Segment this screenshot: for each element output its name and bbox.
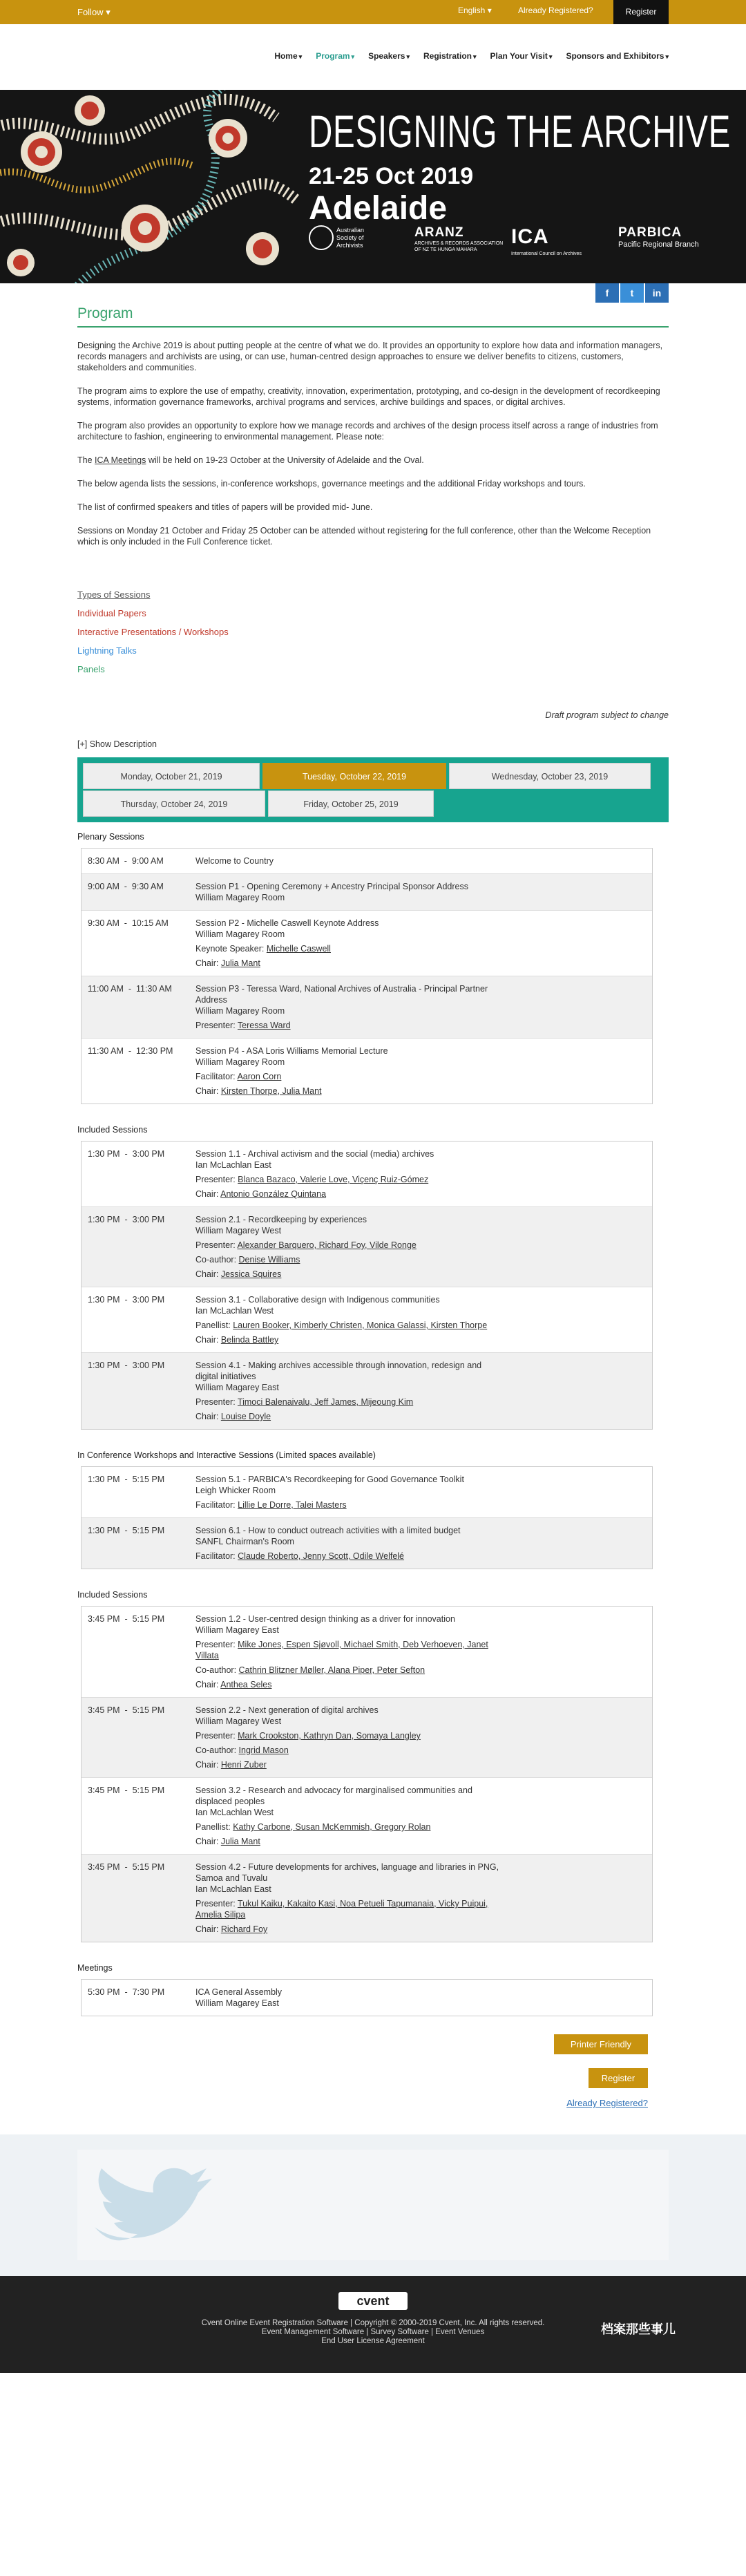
session-title: Session P3 - Teressa Ward, National Archives of Australia - Principal Partner Address <box>195 984 488 1005</box>
session-row <box>82 1980 652 2016</box>
person-names-link[interactable]: Michelle Caswell <box>266 944 331 954</box>
follow-menu[interactable]: Follow ▾ <box>77 7 111 17</box>
language-select[interactable]: English ▾ <box>458 6 492 15</box>
session-person <box>195 1551 499 1562</box>
register-button-top[interactable]: Register <box>613 0 669 24</box>
session-person <box>195 1759 499 1770</box>
person-role: Facilitator: <box>195 1500 238 1510</box>
session-title: Session 3.2 - Research and advocacy for marginalised communities and displaced peoples <box>195 1786 472 1806</box>
nav-label: Sponsors and Exhibitors <box>566 51 664 61</box>
session-row <box>82 874 652 911</box>
person-names-link[interactable]: Aaron Corn <box>237 1072 282 1081</box>
person-names-link[interactable]: Antonio González Quintana <box>220 1189 327 1199</box>
session-time: 3:45 PM - 5:15 PM <box>88 1786 165 1795</box>
person-names-link[interactable]: Cathrin Blitzner Møller, Alana Piper, Peter Sefton <box>238 1665 425 1675</box>
nav-item-speakers[interactable] <box>368 51 410 61</box>
nav-label: Home <box>274 51 298 61</box>
person-role: Chair: <box>195 1269 221 1279</box>
nav-item-plan-your-visit[interactable] <box>490 51 553 61</box>
person-role: Keynote Speaker: <box>195 944 267 954</box>
session-row <box>82 1467 652 1518</box>
session-details <box>195 1785 499 1847</box>
draft-notice: Draft program subject to change <box>545 710 669 720</box>
session-title: Session 2.1 - Recordkeeping by experiences <box>195 1215 367 1224</box>
session-person <box>195 1320 499 1331</box>
chevron-down-icon: ▾ <box>106 7 111 17</box>
session-room: Leigh Whicker Room <box>195 1486 276 1495</box>
person-names-link[interactable]: Ingrid Mason <box>238 1745 289 1755</box>
chevron-down-icon: ▾ <box>351 53 355 60</box>
session-title: Session 3.1 - Collaborative design with Indigenous communities <box>195 1295 440 1305</box>
session-type-link[interactable]: Lightning Talks <box>77 645 137 656</box>
session-person <box>195 1679 499 1690</box>
session-row <box>82 1039 652 1104</box>
section-title: Plenary Sessions <box>77 832 144 842</box>
session-row <box>82 911 652 976</box>
session-table <box>81 1466 653 1569</box>
tab-tuesday[interactable]: Tuesday, October 22, 2019 <box>262 763 446 789</box>
session-room: William Magarey East <box>195 1383 279 1392</box>
session-person <box>195 1821 499 1832</box>
already-registered-link[interactable]: Already Registered? <box>566 2098 648 2108</box>
session-row <box>82 1518 652 1569</box>
session-details <box>195 1045 499 1097</box>
session-title: Session 4.2 - Future developments for archives, language and libraries in PNG, Samoa and Tuvalu <box>195 1862 499 1883</box>
person-names-link[interactable]: Mike Jones, Espen Sjøvoll, Michael Smith, Deb Verhoeven, Janet Villata <box>195 1640 488 1660</box>
nav-item-sponsors-and-exhibitors[interactable] <box>566 51 669 61</box>
session-details <box>195 1294 499 1345</box>
agenda <box>77 832 669 2016</box>
session-person <box>195 1020 499 1031</box>
parbica-logo: PARBICA Pacific Regional Branch <box>618 225 699 249</box>
person-role: Presenter: <box>195 1021 238 1030</box>
session-title: Welcome to Country <box>195 856 274 866</box>
session-details <box>195 918 499 969</box>
nav-label: Registration <box>423 51 472 61</box>
session-details <box>195 1987 499 2009</box>
day-tabs <box>77 757 669 822</box>
ica-note: The ICA Meetings will be held on 19-23 October at the University of Adelaide and the Oval. <box>77 455 424 465</box>
session-time: 3:45 PM - 5:15 PM <box>88 1862 165 1872</box>
session-person <box>195 1086 499 1097</box>
person-names-link[interactable]: Henri Zuber <box>220 1760 267 1770</box>
person-names-link[interactable]: Louise Doyle <box>220 1412 271 1421</box>
session-title: Session 4.1 - Making archives accessible through innovation, redesign and digital initiatives <box>195 1361 482 1381</box>
already-registered-link[interactable]: Already Registered? <box>518 6 593 15</box>
session-time: 3:45 PM - 5:15 PM <box>88 1705 165 1715</box>
person-names-link[interactable]: Anthea Seles <box>220 1680 272 1689</box>
session-person <box>195 1174 499 1185</box>
session-details <box>195 1862 499 1935</box>
intro-paragraph: The below agenda lists the sessions, in-conference workshops, governance meetings and the additional Friday workshops and tours. <box>77 479 586 489</box>
session-title: Session P2 - Michelle Caswell Keynote Address <box>195 918 379 928</box>
person-names-link[interactable]: Denise Williams <box>238 1255 300 1265</box>
eula-link[interactable]: End User License Agreement <box>321 2337 425 2345</box>
person-names-link[interactable]: Timoci Balenaivalu, Jeff James, Mijeoung Kim <box>237 1397 414 1407</box>
person-role: Chair: <box>195 1837 221 1846</box>
person-names-link[interactable]: Mark Crookston, Kathryn Dan, Somaya Langley <box>238 1731 421 1741</box>
session-row <box>82 1855 652 1942</box>
session-details <box>195 1613 499 1690</box>
linkedin-icon[interactable]: in <box>645 283 669 303</box>
person-names-link[interactable]: Alexander Barquero, Richard Foy, Vilde Ronge <box>237 1240 417 1250</box>
person-names-link[interactable]: Kirsten Thorpe, Julia Mant <box>220 1086 322 1096</box>
program-intro <box>77 340 669 547</box>
tab-wednesday[interactable]: Wednesday, October 23, 2019 <box>449 763 651 789</box>
person-role: Presenter: <box>195 1731 238 1741</box>
person-role: Presenter: <box>195 1397 238 1407</box>
session-person <box>195 1071 499 1082</box>
session-title: Session 1.1 - Archival activism and the social (media) archives <box>195 1149 434 1159</box>
tab-thursday[interactable]: Thursday, October 24, 2019 <box>83 790 265 817</box>
section-title: Included Sessions <box>77 1590 148 1600</box>
session-room: William Magarey Room <box>195 929 285 939</box>
intro-paragraph: The program also provides an opportunity to explore how we manage records and archives of the design process itself across a range of industries from architecture to fashion, engineering to environmental management. Please note: <box>77 421 658 442</box>
session-type-link[interactable]: Panels <box>77 664 105 674</box>
tab-monday[interactable]: Monday, October 21, 2019 <box>83 763 260 789</box>
nav-label: Plan Your Visit <box>490 51 548 61</box>
session-time: 3:45 PM - 5:15 PM <box>88 1614 165 1624</box>
session-person <box>195 1639 499 1661</box>
person-role: Presenter: <box>195 1640 238 1649</box>
session-time: 11:00 AM - 11:30 AM <box>88 984 172 994</box>
person-role: Presenter: <box>195 1240 238 1250</box>
session-title: Session 6.1 - How to conduct outreach activities with a limited budget <box>195 1526 461 1535</box>
person-names-link[interactable]: Richard Foy <box>220 1924 268 1934</box>
intro-paragraph: Designing the Archive 2019 is about putting people at the centre of what we do. It provides an opportunity to explore how data and information managers, records managers and archivists are using, or can use, human-centred design approaches to ensure we deliver benefits to citizens, customers, stakeholders and communities. <box>77 341 663 372</box>
person-role: Chair: <box>195 1086 221 1096</box>
chevron-down-icon: ▾ <box>548 53 553 60</box>
hero-dates: 21-25 Oct 2019 <box>309 163 474 189</box>
chevron-down-icon: ▾ <box>473 53 477 60</box>
session-person <box>195 1334 499 1345</box>
hero-banner <box>0 90 746 283</box>
person-role: Chair: <box>195 1924 221 1934</box>
person-names-link[interactable]: Blanca Bazaco, Valerie Love, Viçenç Ruiz-Gómez <box>238 1175 429 1184</box>
main-nav <box>0 24 746 90</box>
session-person <box>195 1665 499 1676</box>
twitter-bird-icon <box>81 2151 219 2262</box>
session-person <box>195 1745 499 1756</box>
printer-friendly-button[interactable]: Printer Friendly <box>554 2034 648 2054</box>
person-role: Chair: <box>195 1412 221 1421</box>
session-time: 5:30 PM - 7:30 PM <box>88 1987 165 1997</box>
session-time: 1:30 PM - 3:00 PM <box>88 1361 165 1370</box>
session-person <box>195 1836 499 1847</box>
session-room: Ian McLachlan East <box>195 1160 271 1170</box>
session-table <box>81 1606 653 1942</box>
session-time: 9:00 AM - 9:30 AM <box>88 882 164 891</box>
session-person <box>195 1730 499 1741</box>
session-row <box>82 1207 652 1287</box>
hero-title: DESIGNING THE ARCHIVE <box>309 106 731 157</box>
person-names-link[interactable]: Julia Mant <box>220 958 260 968</box>
person-names-link[interactable]: Lillie Le Dorre, Talei Masters <box>238 1500 347 1510</box>
person-role: Chair: <box>195 958 221 968</box>
session-room: William Magarey West <box>195 1716 282 1726</box>
person-role: Chair: <box>195 1335 221 1345</box>
chevron-down-icon: ▾ <box>406 53 410 60</box>
intro-paragraph: Sessions on Monday 21 October and Friday 25 October can be attended without registering for the full conference, other than the Welcome Reception which is only included in the Full Conference ticket. <box>77 526 651 547</box>
session-person <box>195 943 499 954</box>
session-room: William Magarey West <box>195 1226 282 1235</box>
show-description-toggle[interactable]: [+] Show Description <box>77 739 157 749</box>
session-details <box>195 1360 499 1422</box>
session-room: William Magarey Room <box>195 1057 285 1067</box>
person-role: Presenter: <box>195 1175 238 1184</box>
session-time: 8:30 AM - 9:00 AM <box>88 856 164 866</box>
session-title: Session 2.2 - Next generation of digital archives <box>195 1705 379 1715</box>
session-title: ICA General Assembly <box>195 1987 283 1997</box>
section-title: Included Sessions <box>77 1125 148 1135</box>
session-person <box>195 1499 499 1510</box>
session-title: Session 5.1 - PARBICA's Recordkeeping for Good Governance Toolkit <box>195 1475 464 1484</box>
section-title: In Conference Workshops and Interactive Sessions (Limited spaces available) <box>77 1450 376 1460</box>
session-type-link[interactable]: Individual Papers <box>77 608 146 618</box>
session-person <box>195 1254 499 1265</box>
session-title: Session P1 - Opening Ceremony + Ancestry Principal Sponsor Address <box>195 882 468 891</box>
person-role: Facilitator: <box>195 1551 238 1561</box>
person-names-link[interactable]: Claude Roberto, Jenny Scott, Odile Welfelé <box>238 1551 405 1561</box>
session-time: 1:30 PM - 3:00 PM <box>88 1149 165 1159</box>
session-person <box>195 1924 499 1935</box>
person-names-link[interactable]: Teressa Ward <box>237 1021 291 1030</box>
person-role: Presenter: <box>195 1899 238 1909</box>
session-room: SANFL Chairman's Room <box>195 1537 294 1546</box>
person-role: Chair: <box>195 1760 221 1770</box>
person-names-link[interactable]: Kathy Carbone, Susan McKemmish, Gregory Rolan <box>233 1822 431 1832</box>
person-role: Chair: <box>195 1680 221 1689</box>
session-time: 11:30 AM - 12:30 PM <box>88 1046 173 1056</box>
session-details <box>195 1525 499 1562</box>
twitter-feed-area <box>0 2134 746 2276</box>
session-room: William Magarey Room <box>195 893 285 902</box>
session-room: William Magarey Room <box>195 1006 285 1016</box>
nav-item-registration[interactable] <box>423 51 477 61</box>
person-role: Co-author: <box>195 1745 239 1755</box>
copyright: Cvent Online Event Registration Software | Copyright © 2000-2019 Cvent, Inc. All rights reserved. <box>201 2319 545 2327</box>
session-room: William Magarey East <box>195 1625 279 1635</box>
session-time: 1:30 PM - 3:00 PM <box>88 1295 165 1305</box>
session-row <box>82 1607 652 1698</box>
session-details <box>195 1214 499 1280</box>
session-row <box>82 976 652 1039</box>
session-room: Ian McLachlan West <box>195 1808 274 1817</box>
session-person <box>195 958 499 969</box>
session-table <box>81 848 653 1104</box>
person-names-link[interactable]: Lauren Booker, Kimberly Christen, Monica Galassi, Kirsten Thorpe <box>233 1320 488 1330</box>
session-details <box>195 881 499 903</box>
person-role: Chair: <box>195 1189 221 1199</box>
session-room: William Magarey East <box>195 1998 279 2008</box>
session-type-link[interactable]: Types of Sessions <box>77 589 151 600</box>
session-details <box>195 1474 499 1510</box>
top-bar <box>0 0 746 24</box>
session-person <box>195 1188 499 1200</box>
session-table <box>81 1141 653 1430</box>
aranz-logo: ARANZ ARCHIVES & RECORDS ASSOCIATION OF NZ TE HUNGA MAHARA <box>414 225 504 252</box>
nav-item-home[interactable] <box>274 51 302 61</box>
nav-item-program[interactable] <box>316 51 354 61</box>
page-title: Program <box>77 283 669 328</box>
session-title: Session 1.2 - User-centred design thinking as a driver for innovation <box>195 1614 455 1624</box>
tab-friday[interactable]: Friday, October 25, 2019 <box>268 790 434 817</box>
actions <box>77 2034 648 2108</box>
session-details <box>195 1148 499 1200</box>
footer <box>0 2276 746 2373</box>
person-role: Co-author: <box>195 1255 239 1265</box>
section-title: Meetings <box>77 1963 113 1973</box>
session-table <box>81 1979 653 2016</box>
person-role: Co-author: <box>195 1665 239 1675</box>
session-title: Session P4 - ASA Loris Williams Memorial Lecture <box>195 1046 388 1056</box>
person-names-link[interactable]: Belinda Battley <box>220 1335 279 1345</box>
nav-label: Program <box>316 51 350 61</box>
hero-city: Adelaide <box>309 190 448 227</box>
session-person <box>195 1396 499 1408</box>
person-names-link[interactable]: Tukul Kaiku, Kakaito Kasi, Noa Petueli Tapumanaia, Vicky Puipui, Amelia Silipa <box>195 1899 488 1920</box>
footer-nav-links[interactable]: Event Management Software | Survey Software | Event Venues <box>261 2328 485 2336</box>
session-person <box>195 1269 499 1280</box>
session-row <box>82 849 652 874</box>
session-type-links <box>77 585 669 679</box>
twitter-icon[interactable]: t <box>620 283 644 303</box>
session-time: 1:30 PM - 5:15 PM <box>88 1526 165 1535</box>
nav-label: Speakers <box>368 51 405 61</box>
chevron-down-icon: ▾ <box>487 6 492 15</box>
main-content <box>77 283 669 2108</box>
session-row <box>82 1287 652 1353</box>
chevron-down-icon: ▾ <box>665 53 669 60</box>
session-row <box>82 1353 652 1429</box>
session-details <box>195 855 499 866</box>
session-row <box>82 1778 652 1855</box>
session-row <box>82 1698 652 1778</box>
session-person <box>195 1240 499 1251</box>
asa-logo: Australian Society of Archivists <box>309 225 385 250</box>
intro-paragraph: The program aims to explore the use of empathy, creativity, innovation, experimentation, prototyping, and co-design in the development of recordkeeping systems, information governance frameworks, archival programs and services, archive buildings and spaces, or digital archives. <box>77 386 660 407</box>
person-names-link[interactable]: Jessica Squires <box>220 1269 282 1279</box>
person-role: Facilitator: <box>195 1072 238 1081</box>
register-button[interactable]: Register <box>589 2068 648 2088</box>
session-row <box>82 1142 652 1207</box>
person-role: Panellist: <box>195 1822 233 1832</box>
session-room: Ian McLachlan West <box>195 1306 274 1316</box>
facebook-icon[interactable]: f <box>595 283 619 303</box>
session-time: 1:30 PM - 5:15 PM <box>88 1475 165 1484</box>
session-time: 9:30 AM - 10:15 AM <box>88 918 169 928</box>
person-names-link[interactable]: Julia Mant <box>220 1837 260 1846</box>
session-person <box>195 1898 499 1920</box>
intro-paragraph: The list of confirmed speakers and titles of papers will be provided mid- June. <box>77 502 373 512</box>
watermark: 档案那些事儿 <box>601 2322 676 2336</box>
ica-logo: ICA International Council on Archives <box>511 225 582 256</box>
twitter-feed <box>77 2150 669 2260</box>
session-room: Ian McLachlan East <box>195 1884 271 1894</box>
session-details <box>195 1705 499 1770</box>
chevron-down-icon: ▾ <box>298 53 303 60</box>
person-role: Panellist: <box>195 1320 233 1330</box>
cvent-logo: cvent <box>338 2292 408 2310</box>
session-details <box>195 983 499 1031</box>
ica-meetings-link[interactable]: ICA Meetings <box>95 455 146 465</box>
session-person <box>195 1411 499 1422</box>
session-type-link[interactable]: Interactive Presentations / Workshops <box>77 627 229 637</box>
session-time: 1:30 PM - 3:00 PM <box>88 1215 165 1224</box>
